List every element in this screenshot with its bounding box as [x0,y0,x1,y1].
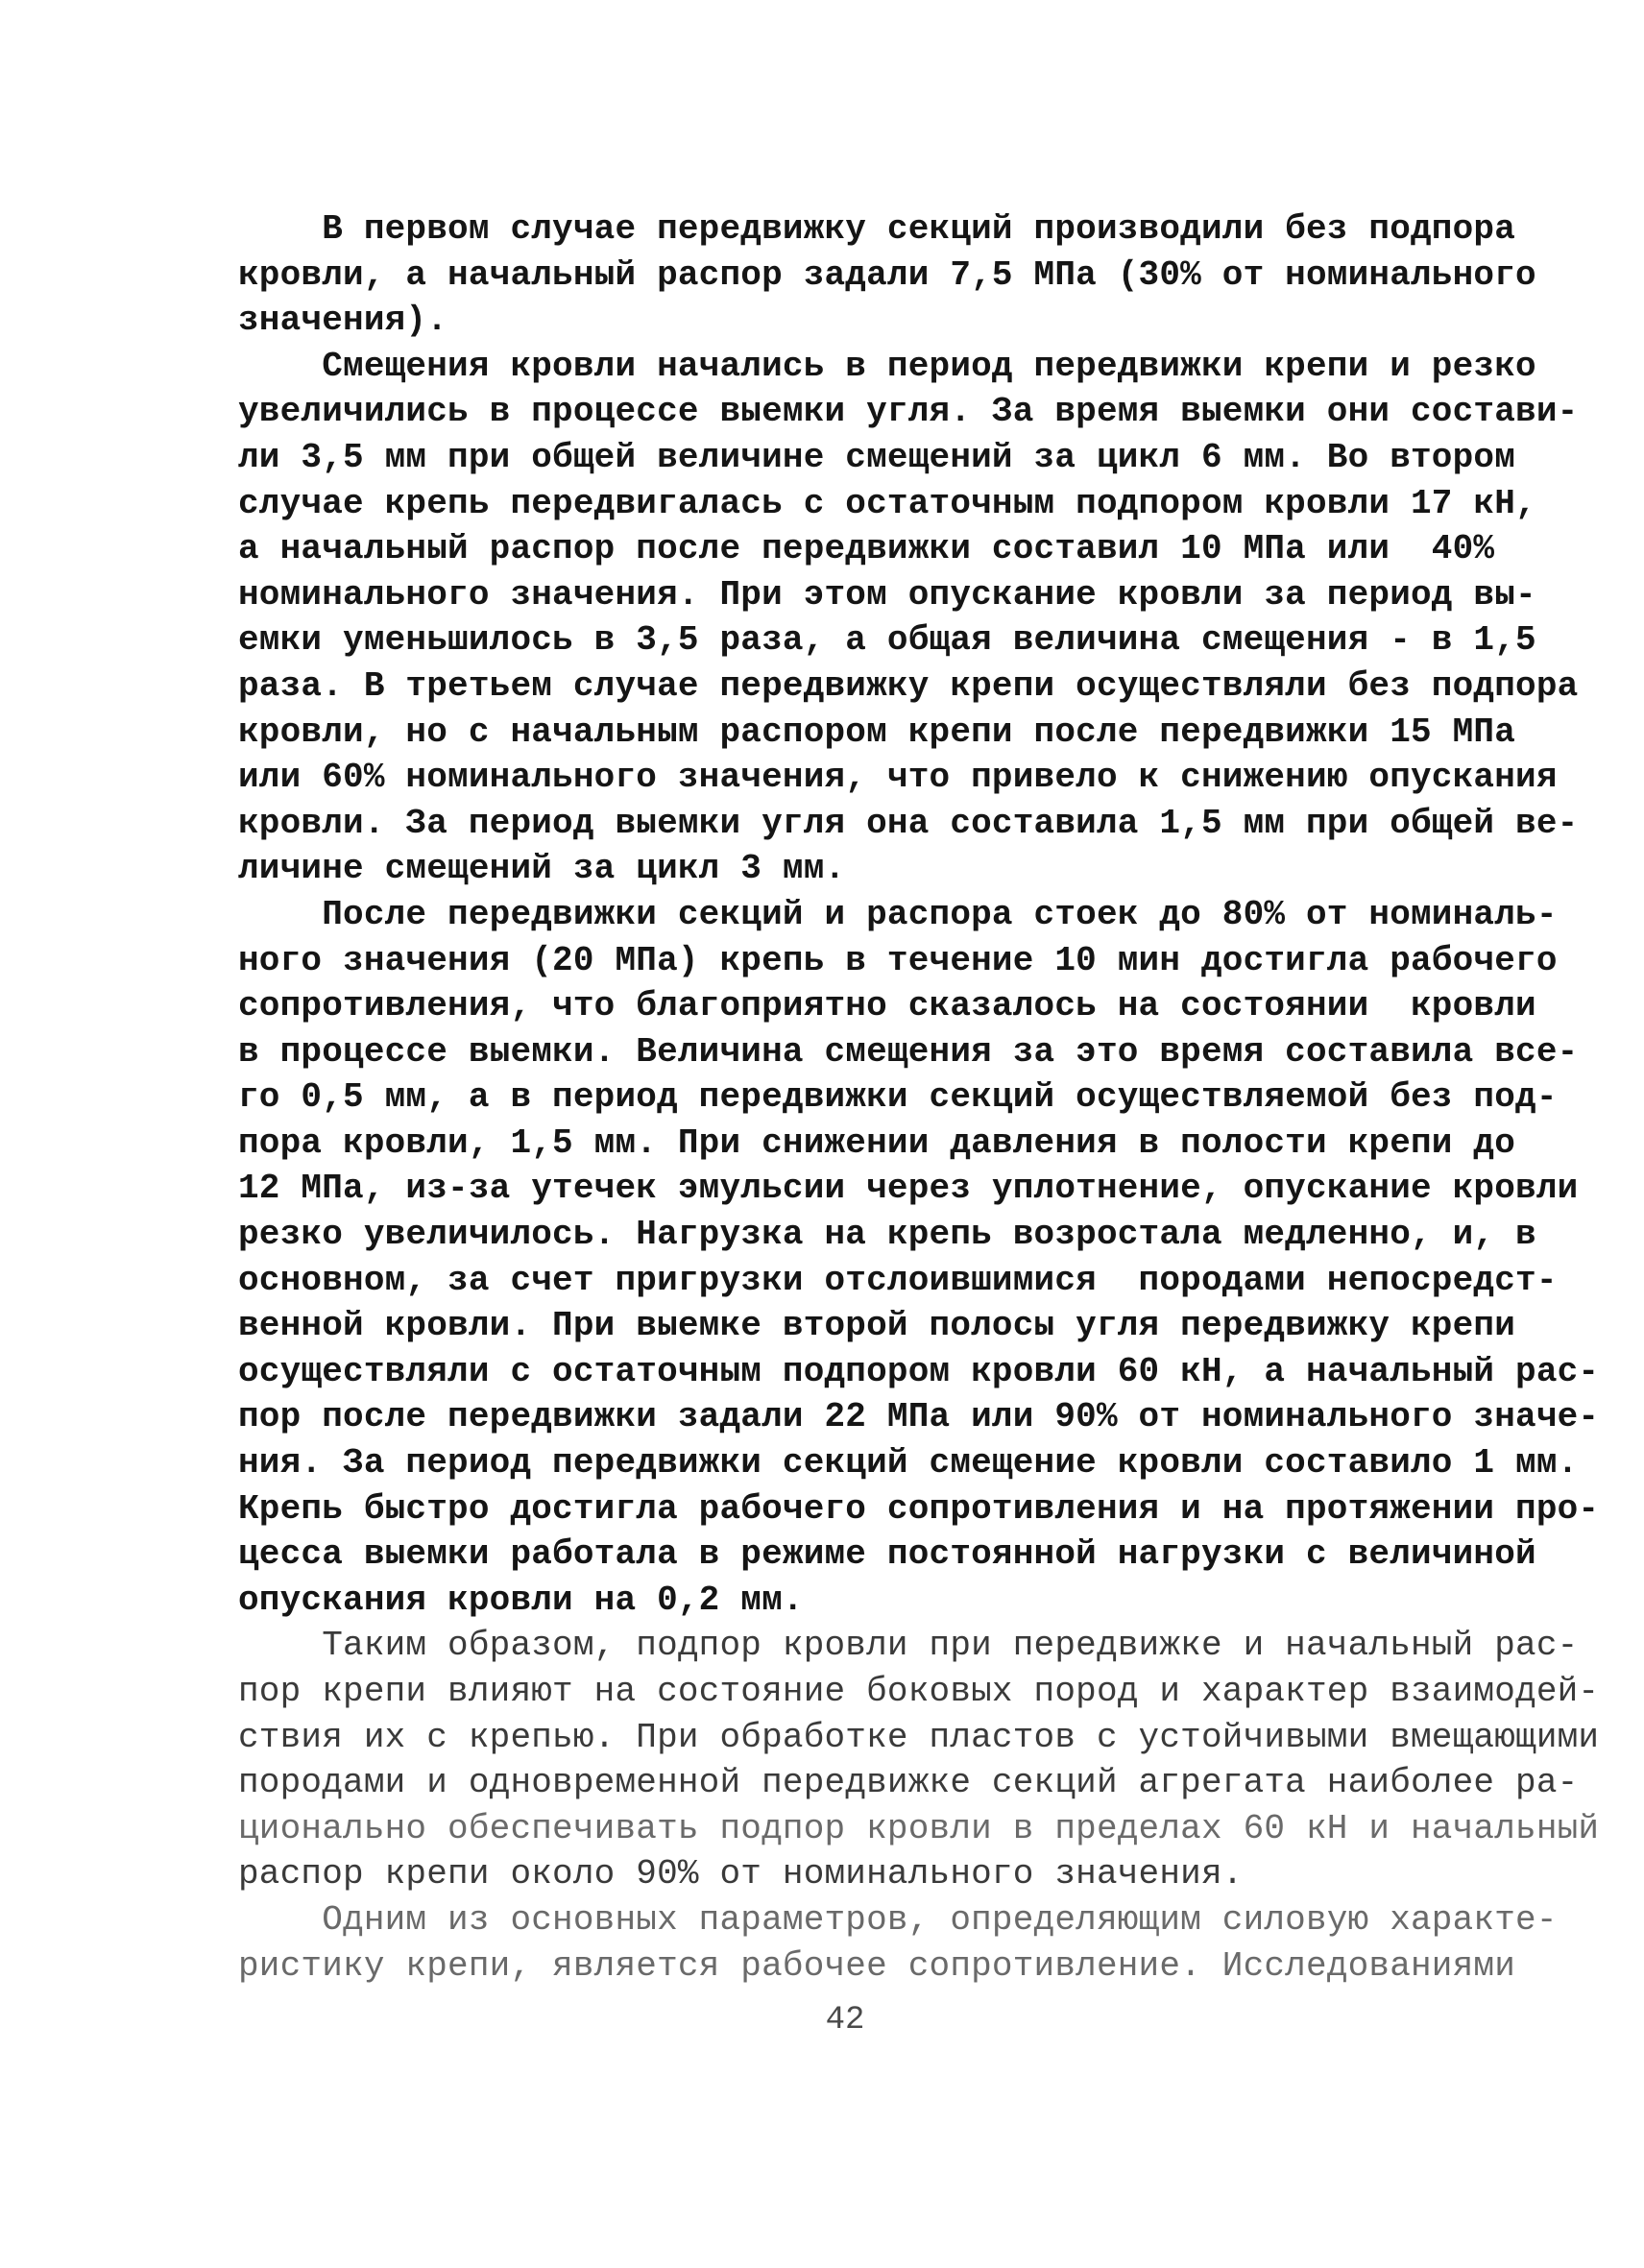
text-line: После передвижки секций и распора стоек до 80% от номиналь- [238,894,1558,934]
text-line: пор крепи влияют на состояние боковых пород и характер взаимодей- [238,1672,1600,1711]
text-line: личине смещений за цикл 3 мм. [238,849,846,889]
text-line: ционально обеспечивать подпор кровли в пределах 60 кН и начальный [238,1808,1600,1848]
text-line: сопротивления, что благоприятно сказалось на состоянии кровли [238,986,1536,1026]
text-line: Одним из основных параметров, определяющим силовую характе- [238,1899,1558,1940]
text-line: основном, за счет пригрузки отслоившимися породами непосредст- [238,1260,1558,1300]
text-line: цесса выемки работала в режиме постоянной нагрузки с величиной [238,1534,1536,1575]
text-line: кровли, но с начальным распором крепи после передвижки 15 МПа [238,712,1516,752]
text-line: Таким образом, подпор кровли при передвижке и начальный рас- [238,1626,1579,1666]
text-line: или 60% номинального значения, что привело к снижению опускания [238,758,1558,798]
text-line: в процессе выемки. Величина смещения за это время составила все- [238,1031,1579,1072]
text-line: ристику крепи, является рабочее сопротивление. Исследованиями [238,1945,1516,1986]
text-line: го 0,5 мм, а в период передвижки секций осуществляемой без под- [238,1077,1558,1118]
body-text [238,206,1600,1989]
text-line: Смещения кровли начались в период передвижки крепи и резко [238,346,1536,386]
text-line: 12 МПа, из-за утечек эмульсии через уплотнение, опускание кровли [238,1169,1579,1209]
text-line: ствия их с крепью. При обработке пластов с устойчивыми вмещающими [238,1717,1600,1757]
text-line: ного значения (20 МПа) крепь в течение 10 мин достигла рабочего [238,940,1558,980]
text-line: Крепь быстро достигла рабочего сопротивления и на протяжении про- [238,1488,1600,1529]
text-line: раза. В третьем случае передвижку крепи осуществляли без подпора [238,665,1579,706]
text-line: пор после передвижки задали 22 МПа или 90% от номинального значе- [238,1397,1600,1437]
page-number: 42 [825,2002,865,2039]
text-line: осуществляли с остаточным подпором кровли 60 кН, а начальный рас- [238,1351,1600,1391]
text-line: кровли, а начальный распор задали 7,5 МПа (30% от номинального [238,254,1536,295]
text-line: случае крепь передвигалась с остаточным подпором кровли 17 кН, [238,483,1536,523]
text-line: а начальный распор после передвижки составил 10 МПа или 40% [238,529,1495,569]
text-line: значения). [238,301,448,341]
text-line: кровли. За период выемки угля она составила 1,5 мм при общей ве- [238,803,1579,843]
text-line: емки уменьшилось в 3,5 раза, а общая величина смещения - в 1,5 [238,620,1536,661]
text-line: В первом случае передвижку секций производили без подпора [238,209,1516,249]
text-line: породами и одновременной передвижке секций агрегата наиболее ра- [238,1763,1579,1803]
text-line: ния. За период передвижки секций смещение кровли составило 1 мм. [238,1443,1579,1484]
text-line: номинального значения. При этом опускание кровли за период вы- [238,574,1536,615]
text-line: опускания кровли на 0,2 мм. [238,1580,804,1620]
text-line: ли 3,5 мм при общей величине смещений за цикл 6 мм. Во втором [238,437,1516,477]
text-line: резко увеличилось. Нагрузка на крепь возростала медленно, и, в [238,1215,1536,1255]
text-line: пора кровли, 1,5 мм. При снижении давления в полости крепи до [238,1122,1516,1163]
text-line: увеличились в процессе выемки угля. За время выемки они состави- [238,392,1579,432]
text-line: распор крепи около 90% от номинального значения. [238,1854,1244,1894]
text-line: венной кровли. При выемке второй полосы угля передвижку крепи [238,1306,1516,1346]
